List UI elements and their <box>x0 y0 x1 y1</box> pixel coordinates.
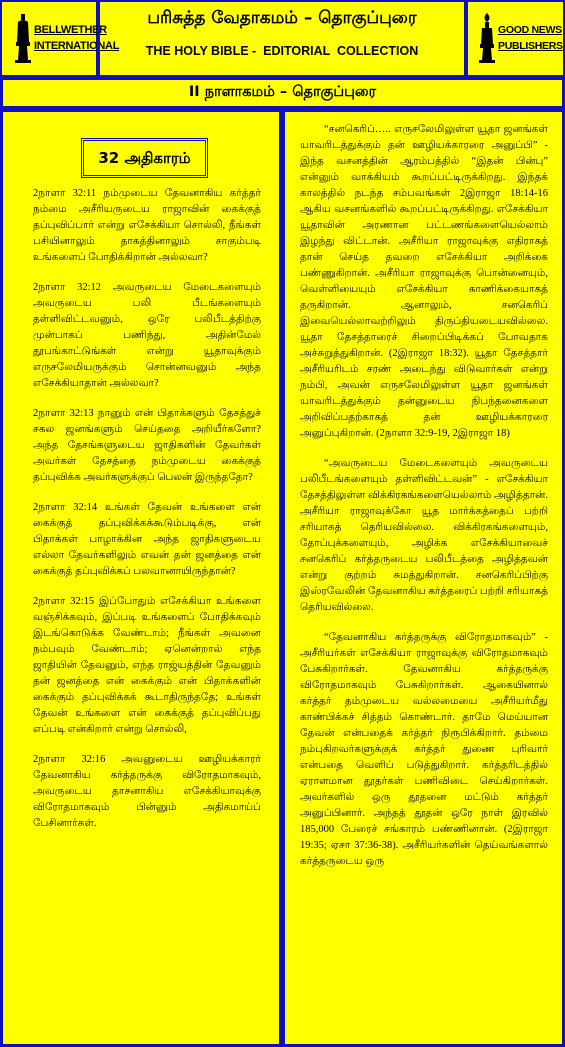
torch-figure-icon <box>478 12 496 64</box>
commentary-paragraph: “சனகெரிப்….. எருசலேமிலுள்ள யூதா ஜனங்கள் யாவரிடத்துக்கும் தன் ஊழியக்காரரை அனுப்பி” - இந்த வசனத்தின் ஆரம்பத்தில் “இதன் பின்பு” என்னும் வாக்கியம் கூறப்பட்டிருக்கிறது. இந்தக் காலத்தில் நடந்த சம்பவங்கள் 2இராஜா 18:14-16 ஆகிய வசனங்களில் கூறப்பட்டிருக்கிறது. எசேக்கியா யூதாவின் அரணான பட்டணங்களையெல்லாம் இழந்து விட்டான். அசீரியா ராஜாவுக்கு எதிராகத் தான் செய்த தவறை எசேக்கியா அறிக்கை பண்ணுகிறான். அசீரியா ராஜாவுக்கு பொன்னையும், வெள்ளியையும் எசேக்கியா காணிக்கையாகத் தருகிறான். ஆனாலும், சனகெரிப் இவையெல்லாவற்றிலும் திருப்தியடையவில்லை. யூதா தேசத்தாரைச் சிறைப்பிடிக்கப் போவதாக அச்சுறுத்துகிறான். (2இராஜா 18:32). யூதா தேசத்தார் அசீரியரிடம் சரண் அடைந்து விடுவார்கள் என்று நம்பி, அவன் எருசலேமிலுள்ள யூதா ஜனங்கள் யாவரிடத்துக்கும் தன்னுடைய நிபந்தனைகளை அறிவிப்பதற்காகத் தன் ஊழியக்காரரை அனுப்புகிறான். (2நாளா 32:9-19, 2இராஜா 18) <box>300 124 548 439</box>
verse-paragraph: 2நாளா 32:15 இப்போதும் எசேக்கியா உங்களை வஞ்சிக்கவும், இப்படி உங்களைப் போதிக்கவும் இடங்கொடுக்க வேண்டாம்; நீங்கள் அவனை நம்பவும் வேண்டாம்; ஏனென்றால் எந்த ஜாதியின் தேவனும், எந்த ராஜ்யத்தின் தேவனும் தன் ஜனத்தை என் கைக்கும் என் பிதாக்களின் கைக்கும் தப்புவிக்கக் கூடாதிருந்ததே; உங்கள் தேவன் உங்களை என் கைக்குத் தப்புவிப்பது எப்படி என்கிறார் என்று சொல்லி, <box>33 596 261 735</box>
english-title: THE HOLY BIBLE - EDITORIAL COLLECTION <box>145 44 419 58</box>
book-bar <box>0 77 565 109</box>
right-logo-text: GOOD NEWS PUBLISHERS <box>498 24 563 52</box>
bellwether-logo <box>14 10 120 70</box>
verse-paragraph: 2நாளா 32:14 உங்கள் தேவன் உங்களை என் கைக்குத் தப்புவிக்கக்கூடும்படிக்கு, என் பிதாக்கள் பாழாக்கின அந்த ஜாதிகளுடைய எல்லா தேவர்களிலும் எவன் தன் ஜனத்தை என் கைக்குத் தப்புவிக்கப் பலவானாயிருந்தான்? <box>33 502 261 577</box>
book-title: II நாளாகமம் – தொகுப்புரை <box>188 84 377 100</box>
publisher-logo-right-box <box>466 0 565 77</box>
verse-paragraph: 2நாளா 32:16 அவனுடைய ஊழியக்காரர் தேவனாகிய கர்த்தருக்கு விரோதமாகவும், அவருடைய தாசனாகிய எசேக்கியாவுக்கு விரோதமாகவும் பின்னும் அதிகமாய்ப் பேசினார்கள். <box>33 754 261 829</box>
scripture-column <box>0 109 282 1047</box>
publisher-logo-left-box <box>0 0 120 77</box>
verse-list <box>33 186 261 846</box>
chapter-heading: 32 அதிகாரம் <box>81 138 208 178</box>
commentary-paragraph: “அவருடைய மேடைகளையும் அவருடைய பலிபீடங்களையும் தள்ளிவிட்டவன்” - எசேக்கியா தேசத்திலுள்ள விக்கிரகங்களையெல்லாம் அழித்தான். அசீரியா ராஜாவுக்கோ யூத மார்க்கத்தைப் பற்றி சரியாகத் தெரியவில்லை. விக்கிரகங்களையும், தோப்புக்களையும், அழிக்க எசேக்கியாவைச் சனகெரிப் கர்த்தருடைய பலிபீடத்தை அழித்தவன் என்று குற்றம் சுமத்துகிறான். சனகெரிப்பிற்கு இஸ்ரவேலின் தேவனாகிய கர்த்தரைப் பற்றி சரியாகத் தெரியவில்லை. <box>300 458 548 613</box>
commentary-paragraph: “தேவனாகிய கர்த்தருக்கு விரோதமாகவும்” - அசீரியர்கள் எசேக்கியா ராஜாவுக்கு விரோதமாகவும் பேசுகிறார்கள். தேவனாகிய கர்த்தருக்கு விரோதமாகவும் பேசுகிறார்கள். ஆகையினால் கர்த்தர் தம்முடைய வல்லமையை அசீரியர்மீது காண்பிக்கச் சித்தம் கொண்டார். தாமே மெய்யான தேவன் என்பதைக் கர்த்தர் நிரூபிக்கிறார். தம்மை நம்புகிறவர்களுக்குக் கர்த்தர் துணை புரிவார் என்பதை வெளிப் படுத்துகிறார். கர்த்தரிடத்தில் ஏராளமான தூதர்கள் பணிவிடை செய்கிறார்கள். அவர்களில் ஒரு தூதனை மட்டும் கர்த்தர் அனுப்பினார். அந்தத் தூதன் ஒரே நாள் இரவில் 185,000 பேரைச் சங்காரம் பண்ணினான். (2இராஜா 19:35; ஏசா 37:36-38). அசீரியர்களின் தெய்வங்களால் கர்த்தருடைய ஒரு <box>300 632 548 867</box>
verse-paragraph: 2நாளா 32:13 நானும் என் பிதாக்களும் தேசத்துச் சகல ஜனங்களும் செய்ததை அறியீர்களோ? அந்த தேசங்களுடைய ஜாதிகளின் தேவர்கள் அவர்கள் தேசத்தை நம்முடைய கைக்குத் தப்புவிக்க அவர்களுக்குப் பெலன் இருந்ததோ? <box>33 408 261 483</box>
tamil-title: பரிசுத்த வேதாகமம் – தொகுப்புரை <box>147 8 417 28</box>
verse-paragraph: 2நாளா 32:12 அவருடைய மேடைகளையும் அவருடைய பலி பீடங்களையும் தள்ளிவிட்டவனும், ஒரே பலிபீடத்திற்கு முன்பாகப் பணிந்து, அதின்மேல் தூபங்காட்டுங்கள் என்று யூதாவுக்கும் எருசலேமியருக்கும் சொன்னவனும் அந்த எசேக்கியாதான் அல்லவா? <box>33 282 261 389</box>
good-news-logo <box>478 10 563 70</box>
verse-paragraph: 2நாளா 32:11 நம்முடைய தேவனாகிய கர்த்தர் நம்மை அசீரியருடைய ராஜாவின் கைக்குத் தப்புவிப்பார் என்று எசேக்கியா சொல்லி, நீங்கள் பசியினாலும் தாகத்தினாலும் சாகும்படி உங்களைப் போதிக்கிறான் அல்லவா? <box>33 188 261 263</box>
bell-figure-icon <box>14 12 32 64</box>
commentary-list <box>300 122 548 884</box>
title-box <box>98 0 466 77</box>
left-logo-text: BELLWETHER INTERNATIONAL <box>34 24 120 52</box>
commentary-column <box>282 109 565 1047</box>
